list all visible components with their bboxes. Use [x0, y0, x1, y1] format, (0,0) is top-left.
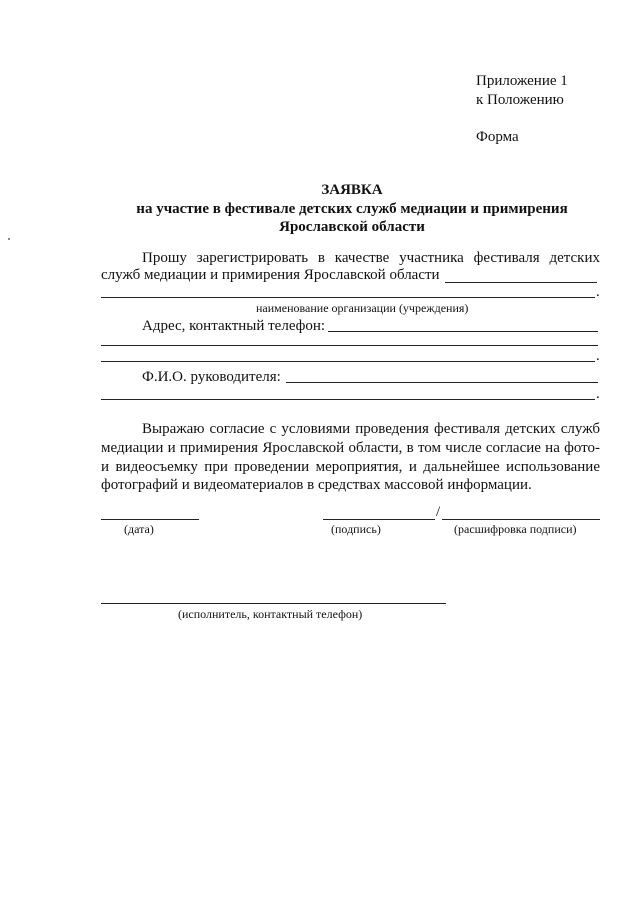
margin-mark [8, 238, 10, 240]
address-period: . [596, 348, 600, 364]
head-name-field-line2[interactable] [101, 399, 595, 400]
document-subtitle-line2: Ярославской области [279, 219, 425, 235]
head-name-period: . [596, 386, 600, 402]
signature-caption: (подпись) [331, 522, 381, 536]
regulation-label: к Положению [476, 92, 564, 108]
request-text-line1: Прошу зарегистрировать в качестве участника фестиваля детских [142, 250, 600, 266]
address-label: Адрес, контактный телефон: [142, 318, 326, 334]
signature-slash: / [436, 504, 441, 520]
org-name-period: . [596, 284, 600, 300]
org-name-field-line1[interactable] [445, 282, 597, 283]
address-field-line2[interactable] [101, 345, 598, 346]
consent-text-line2: медиации и примирения Ярославской области, в том числе согласие на фото- [101, 440, 600, 456]
address-field-line1[interactable] [328, 331, 598, 332]
address-field-line3[interactable] [101, 361, 595, 362]
head-label: Ф.И.О. руководителя: [142, 369, 281, 385]
consent-text-line1: Выражаю согласие с условиями проведения фестиваля детских служб [142, 421, 600, 437]
document-title: ЗАЯВКА [321, 182, 383, 198]
date-caption: (дата) [124, 522, 154, 536]
appendix-label: Приложение 1 [476, 73, 568, 89]
executor-field-line[interactable] [101, 603, 446, 604]
transcript-field-line[interactable] [442, 519, 600, 520]
consent-text-line3: и видеосъемку при проведении мероприятия, и дальнейшее использование [101, 459, 600, 475]
org-name-caption: наименование организации (учреждения) [256, 301, 469, 315]
signature-field-line[interactable] [323, 519, 435, 520]
date-field-line[interactable] [101, 519, 199, 520]
executor-caption: (исполнитель, контактный телефон) [178, 607, 363, 621]
consent-text-line4: фотографий и видеоматериалов в средствах массовой информации. [101, 477, 532, 493]
request-text-line2: служб медиации и примирения Ярославской области [101, 267, 440, 283]
form-label: Форма [476, 129, 519, 145]
org-name-field-line2[interactable] [101, 297, 595, 298]
document-subtitle-line1: на участие в фестивале детских служб медиации и примирения [136, 201, 568, 217]
head-name-field-line1[interactable] [286, 382, 598, 383]
transcript-caption: (расшифровка подписи) [454, 522, 577, 536]
